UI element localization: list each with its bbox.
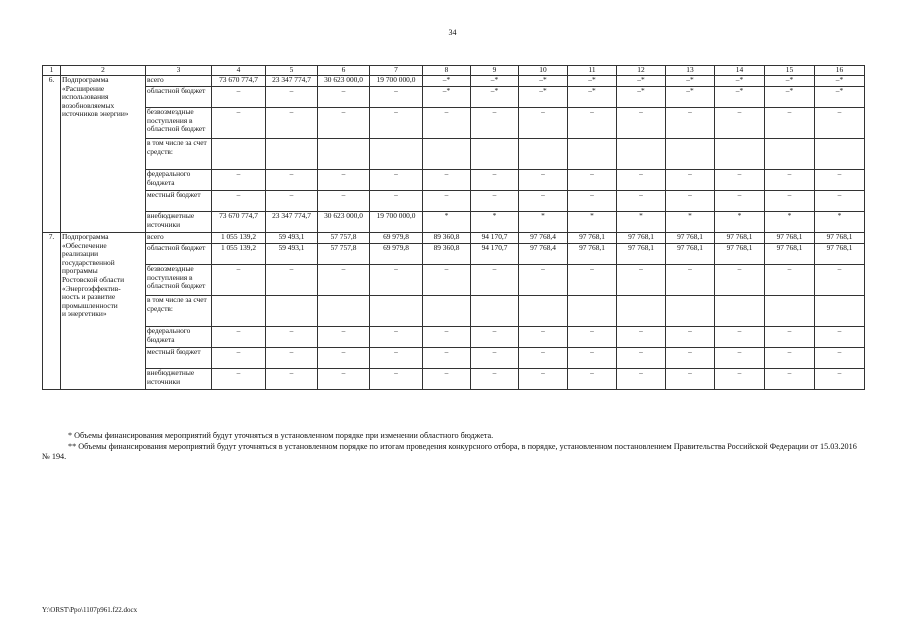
- funding-value: [765, 296, 815, 327]
- footnotes: [42, 431, 864, 463]
- funding-value: –: [519, 170, 568, 191]
- column-number: 2: [61, 66, 146, 76]
- funding-value: –*: [519, 76, 568, 87]
- funding-value: –*: [815, 76, 865, 87]
- funding-value: –: [666, 369, 715, 390]
- funding-value: –: [617, 265, 666, 296]
- funding-value: –: [212, 327, 266, 348]
- funding-value: [471, 139, 519, 170]
- program-name-line: источников энергии»: [62, 109, 129, 119]
- funding-value: [765, 139, 815, 170]
- funding-value: 89 360,8: [423, 233, 471, 244]
- funding-value: –: [471, 170, 519, 191]
- funding-value: *: [815, 212, 865, 233]
- funding-value: –*: [617, 76, 666, 87]
- program-name: [61, 76, 146, 233]
- funding-value: –: [765, 369, 815, 390]
- funding-value: –: [519, 108, 568, 139]
- funding-value: –: [212, 87, 266, 108]
- funding-source-label: всего: [146, 233, 212, 244]
- funding-value: –: [318, 348, 370, 369]
- column-number: 13: [666, 66, 715, 76]
- funding-value: –: [212, 369, 266, 390]
- funding-value: *: [617, 212, 666, 233]
- funding-value: –: [266, 191, 318, 212]
- program-name-line: промышленности: [62, 300, 118, 310]
- funding-value: –: [715, 191, 765, 212]
- table-row: [43, 265, 865, 296]
- funding-value: 59 493,1: [266, 233, 318, 244]
- program-name-line: ность и развитие: [62, 292, 116, 302]
- funding-value: 97 768,1: [765, 244, 815, 265]
- funding-value: –: [765, 348, 815, 369]
- funding-value: –: [370, 265, 423, 296]
- program-name-line: реализации: [62, 249, 99, 259]
- funding-value: –: [423, 348, 471, 369]
- table-row: [43, 139, 865, 170]
- funding-value: –: [471, 108, 519, 139]
- column-number: 11: [568, 66, 617, 76]
- funding-value: 23 347 774,7: [266, 76, 318, 87]
- funding-value: –: [318, 191, 370, 212]
- funding-value: [519, 296, 568, 327]
- funding-value: –: [519, 191, 568, 212]
- funding-value: 30 623 000,0: [318, 212, 370, 233]
- file-path: Y:\ORST\Ppo\1107p961.f22.docx: [42, 606, 138, 614]
- funding-value: –: [815, 265, 865, 296]
- funding-value: [666, 139, 715, 170]
- funding-value: [815, 139, 865, 170]
- funding-value: –: [471, 348, 519, 369]
- funding-value: 30 623 000,0: [318, 76, 370, 87]
- funding-value: –: [815, 348, 865, 369]
- funding-value: 69 979,8: [370, 244, 423, 265]
- column-number: 8: [423, 66, 471, 76]
- funding-value: –: [568, 265, 617, 296]
- program-name-line: «Энергоэффектив-: [62, 283, 121, 293]
- table-row: [43, 327, 865, 348]
- funding-source-label: областной бюджет: [146, 244, 212, 265]
- funding-source-label: местный бюджет: [146, 191, 212, 212]
- funding-value: –: [318, 369, 370, 390]
- funding-value: –*: [715, 76, 765, 87]
- funding-value: –*: [815, 87, 865, 108]
- funding-source-label: всего: [146, 76, 212, 87]
- funding-value: –: [370, 348, 423, 369]
- funding-value: –: [815, 108, 865, 139]
- funding-value: –*: [568, 87, 617, 108]
- funding-value: [715, 139, 765, 170]
- funding-value: –: [266, 327, 318, 348]
- funding-value: –: [471, 369, 519, 390]
- funding-value: –*: [765, 87, 815, 108]
- funding-value: [318, 139, 370, 170]
- funding-value: –: [370, 87, 423, 108]
- funding-value: –*: [617, 87, 666, 108]
- funding-value: 19 700 000,0: [370, 212, 423, 233]
- funding-value: *: [471, 212, 519, 233]
- table-row: [43, 348, 865, 369]
- funding-value: –: [423, 191, 471, 212]
- funding-value: –: [471, 265, 519, 296]
- funding-source-label: безвозмездные поступления в областной бюджет: [146, 108, 212, 139]
- table-row: [43, 233, 865, 244]
- funding-value: –: [519, 265, 568, 296]
- program-name-line: использования: [62, 92, 109, 102]
- funding-value: [568, 296, 617, 327]
- funding-value: 97 768,1: [617, 233, 666, 244]
- funding-value: –: [266, 265, 318, 296]
- funding-value: [370, 296, 423, 327]
- program-name-line: «Расширение: [62, 83, 105, 93]
- footnote-2: ** Объемы финансирования мероприятий будут уточняться в установленном порядке по итогам проведения конкурсного отбора, в порядке, установленном постановлением Правительства Российской Федерации от 15.03.2016 № 194.: [42, 441, 857, 462]
- funding-value: –: [715, 170, 765, 191]
- column-number: 9: [471, 66, 519, 76]
- funding-source-label: внебюджетные источники: [146, 369, 212, 390]
- funding-value: 57 757,8: [318, 244, 370, 265]
- funding-value: 97 768,4: [519, 244, 568, 265]
- column-number: 15: [765, 66, 815, 76]
- funding-source-label: в том числе за счет средств:: [146, 139, 212, 170]
- funding-value: 1 055 139,2: [212, 244, 266, 265]
- funding-value: –*: [765, 76, 815, 87]
- column-number: 6: [318, 66, 370, 76]
- funding-value: –: [266, 108, 318, 139]
- funding-value: 97 768,1: [568, 233, 617, 244]
- funding-value: –: [212, 108, 266, 139]
- funding-value: –: [715, 348, 765, 369]
- funding-source-label: местный бюджет: [146, 348, 212, 369]
- funding-value: –: [519, 348, 568, 369]
- funding-value: –: [519, 327, 568, 348]
- funding-value: –: [212, 191, 266, 212]
- funding-value: 59 493,1: [266, 244, 318, 265]
- funding-value: –*: [666, 87, 715, 108]
- funding-value: –: [815, 327, 865, 348]
- funding-value: –: [568, 369, 617, 390]
- funding-value: 57 757,8: [318, 233, 370, 244]
- funding-value: [471, 296, 519, 327]
- page-number: 34: [448, 28, 457, 37]
- funding-value: –: [318, 170, 370, 191]
- funding-value: 69 979,8: [370, 233, 423, 244]
- column-number: 12: [617, 66, 666, 76]
- funding-value: –: [666, 191, 715, 212]
- funding-value: –*: [423, 76, 471, 87]
- funding-value: –*: [666, 76, 715, 87]
- funding-value: [212, 139, 266, 170]
- funding-value: 19 700 000,0: [370, 76, 423, 87]
- table-row: [43, 76, 865, 87]
- funding-source-label: в том числе за счет средств:: [146, 296, 212, 327]
- funding-value: –: [370, 108, 423, 139]
- funding-value: –: [370, 327, 423, 348]
- funding-value: *: [666, 212, 715, 233]
- funding-value: –: [212, 170, 266, 191]
- funding-value: –: [715, 369, 765, 390]
- funding-source-label: федерального бюджета: [146, 327, 212, 348]
- funding-value: –*: [471, 87, 519, 108]
- table-row: [43, 108, 865, 139]
- footnote-1: * Объемы финансирования мероприятий будут уточняться в установленном порядке при изменении областного бюджета.: [68, 431, 494, 440]
- funding-value: –: [617, 348, 666, 369]
- funding-value: [617, 139, 666, 170]
- funding-value: 89 360,8: [423, 244, 471, 265]
- funding-value: 97 768,1: [715, 244, 765, 265]
- funding-value: –: [715, 265, 765, 296]
- funding-value: 97 768,1: [815, 244, 865, 265]
- funding-value: –: [266, 170, 318, 191]
- table-row: [43, 191, 865, 212]
- funding-value: [266, 296, 318, 327]
- funding-value: *: [568, 212, 617, 233]
- funding-value: –*: [568, 76, 617, 87]
- funding-value: –: [765, 265, 815, 296]
- program-number: 6.: [43, 76, 61, 233]
- table-row: [43, 369, 865, 390]
- funding-value: –: [370, 191, 423, 212]
- funding-value: 97 768,1: [715, 233, 765, 244]
- funding-value: –: [765, 170, 815, 191]
- funding-value: *: [519, 212, 568, 233]
- funding-value: 1 055 139,2: [212, 233, 266, 244]
- funding-value: –: [765, 191, 815, 212]
- column-number: 10: [519, 66, 568, 76]
- funding-value: *: [765, 212, 815, 233]
- program-name-line: возобновляемых: [62, 100, 115, 110]
- table-row: [43, 212, 865, 233]
- program-name-line: «Обеспечение: [62, 240, 107, 250]
- funding-value: –*: [423, 87, 471, 108]
- funding-value: [519, 139, 568, 170]
- funding-value: –: [765, 108, 815, 139]
- funding-value: –: [318, 327, 370, 348]
- funding-value: 97 768,1: [666, 244, 715, 265]
- funding-value: *: [423, 212, 471, 233]
- funding-value: [715, 296, 765, 327]
- funding-value: 97 768,4: [519, 233, 568, 244]
- funding-value: –: [370, 170, 423, 191]
- funding-value: –: [666, 170, 715, 191]
- funding-value: –: [815, 170, 865, 191]
- funding-value: –: [666, 108, 715, 139]
- funding-value: [423, 139, 471, 170]
- funding-value: 73 670 774,7: [212, 76, 266, 87]
- funding-value: –: [617, 108, 666, 139]
- funding-value: 23 347 774,7: [266, 212, 318, 233]
- table-row: [43, 170, 865, 191]
- funding-value: [266, 139, 318, 170]
- funding-value: –: [568, 108, 617, 139]
- funding-value: [815, 296, 865, 327]
- program-number: 7.: [43, 233, 61, 390]
- funding-value: –: [815, 369, 865, 390]
- funding-value: –: [815, 191, 865, 212]
- funding-value: 97 768,1: [617, 244, 666, 265]
- funding-value: [568, 139, 617, 170]
- program-name-line: Подпрограмма: [62, 75, 109, 84]
- funding-value: –: [715, 108, 765, 139]
- funding-value: –: [617, 191, 666, 212]
- funding-value: –: [423, 108, 471, 139]
- funding-value: –: [471, 327, 519, 348]
- funding-value: –: [318, 87, 370, 108]
- funding-value: –: [765, 327, 815, 348]
- funding-value: [666, 296, 715, 327]
- funding-value: 97 768,1: [765, 233, 815, 244]
- column-number: 3: [146, 66, 212, 76]
- funding-value: 94 170,7: [471, 233, 519, 244]
- funding-value: *: [715, 212, 765, 233]
- funding-value: [318, 296, 370, 327]
- funding-value: [423, 296, 471, 327]
- program-name-line: государственной: [62, 257, 115, 267]
- table-row: [43, 296, 865, 327]
- column-number: 1: [43, 66, 61, 76]
- funding-value: –: [666, 327, 715, 348]
- funding-value: –: [568, 327, 617, 348]
- funding-value: –: [666, 265, 715, 296]
- funding-value: –: [568, 170, 617, 191]
- table-row: [43, 87, 865, 108]
- program-name: [61, 233, 146, 390]
- funding-value: –: [617, 170, 666, 191]
- funding-value: –: [266, 348, 318, 369]
- funding-value: –: [568, 191, 617, 212]
- funding-source-label: безвозмездные поступления в областной бюджет: [146, 265, 212, 296]
- column-number: 16: [815, 66, 865, 76]
- funding-value: –: [266, 87, 318, 108]
- funding-value: –: [617, 327, 666, 348]
- table-row: [43, 244, 865, 265]
- funding-value: –*: [471, 76, 519, 87]
- funding-value: –: [212, 265, 266, 296]
- funding-value: –: [423, 265, 471, 296]
- funding-value: –: [568, 348, 617, 369]
- funding-source-label: федерального бюджета: [146, 170, 212, 191]
- column-number-row: [43, 66, 865, 76]
- financing-table: [42, 65, 865, 390]
- program-name-line: и энергетики»: [62, 309, 107, 319]
- funding-value: –: [423, 369, 471, 390]
- funding-value: 73 670 774,7: [212, 212, 266, 233]
- program-name-line: программы: [62, 266, 98, 276]
- funding-value: –: [423, 170, 471, 191]
- funding-value: [617, 296, 666, 327]
- column-number: 4: [212, 66, 266, 76]
- funding-value: –: [423, 327, 471, 348]
- funding-value: 97 768,1: [815, 233, 865, 244]
- funding-value: –: [318, 108, 370, 139]
- funding-value: –: [318, 265, 370, 296]
- column-number: 5: [266, 66, 318, 76]
- funding-source-label: областной бюджет: [146, 87, 212, 108]
- funding-source-label: внебюджетные источники: [146, 212, 212, 233]
- funding-value: –: [519, 369, 568, 390]
- funding-value: [370, 139, 423, 170]
- program-name-line: Подпрограмма: [62, 232, 109, 241]
- funding-value: –*: [519, 87, 568, 108]
- program-name-line: Ростовской области: [62, 274, 125, 284]
- column-number: 14: [715, 66, 765, 76]
- funding-value: [212, 296, 266, 327]
- funding-value: –: [212, 348, 266, 369]
- funding-value: –: [617, 369, 666, 390]
- funding-value: 97 768,1: [568, 244, 617, 265]
- funding-value: –: [370, 369, 423, 390]
- funding-value: 94 170,7: [471, 244, 519, 265]
- column-number: 7: [370, 66, 423, 76]
- funding-value: –*: [715, 87, 765, 108]
- funding-value: 97 768,1: [666, 233, 715, 244]
- funding-value: –: [715, 327, 765, 348]
- funding-value: –: [266, 369, 318, 390]
- funding-value: –: [666, 348, 715, 369]
- funding-value: –: [471, 191, 519, 212]
